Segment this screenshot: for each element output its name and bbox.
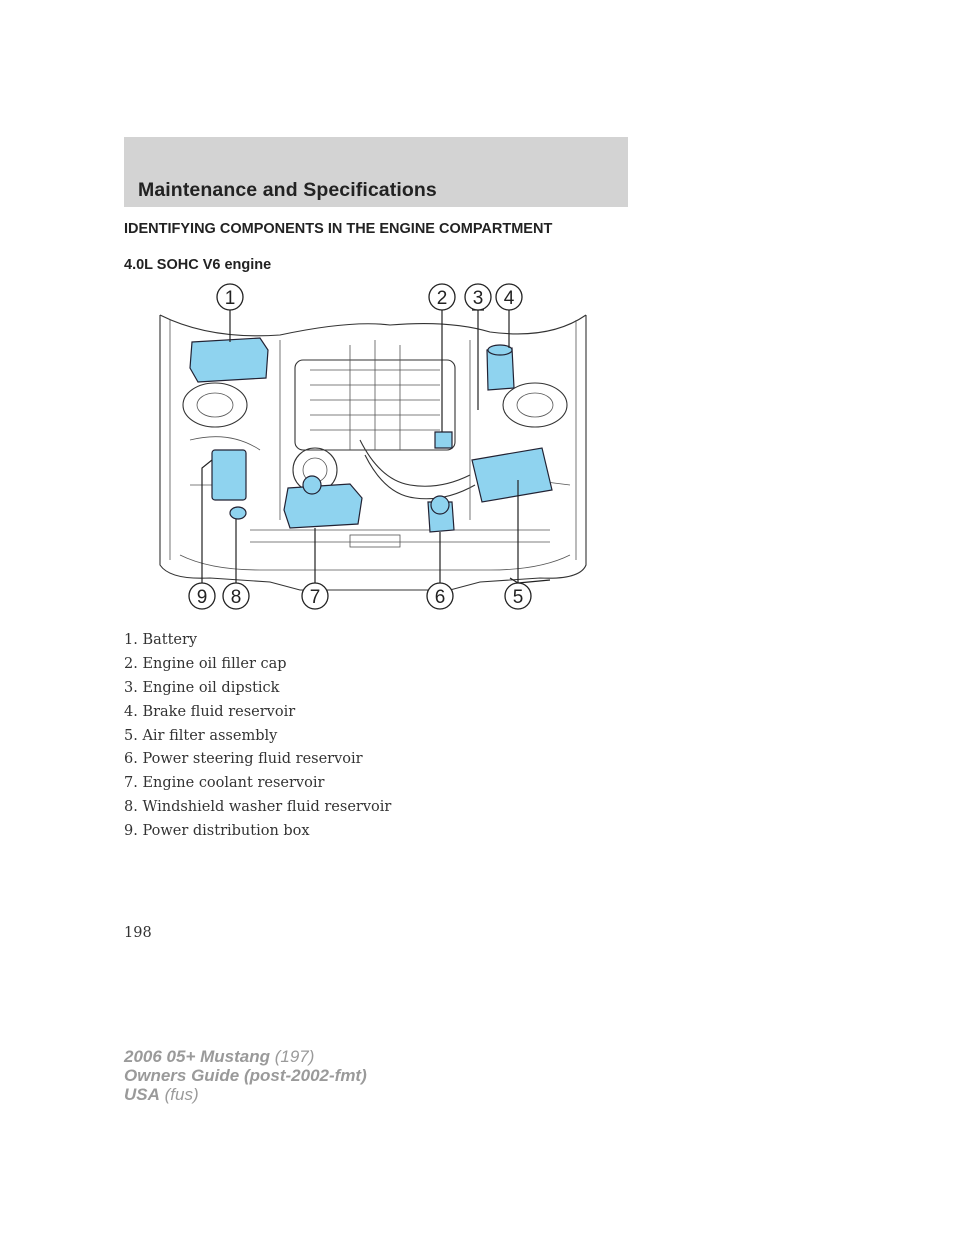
callout-7: [302, 583, 328, 609]
callout-8: [223, 583, 249, 609]
callout-3: [465, 284, 491, 310]
callout-9: [189, 583, 215, 609]
legend-item: 9. Power distribution box: [124, 823, 310, 840]
callout-6: [427, 583, 453, 609]
footer-line-2: [124, 1066, 367, 1085]
section-heading: IDENTIFYING COMPONENTS IN THE ENGINE COMPARTMENT: [124, 221, 553, 237]
legend-item: 4. Brake fluid reservoir: [124, 703, 296, 720]
washer-reservoir-cap-shape: [230, 507, 246, 519]
chapter-title: Maintenance and Specifications: [138, 179, 437, 201]
footer-line-3: [124, 1085, 367, 1104]
engine-compartment-diagram: [150, 280, 600, 615]
footer-line-1: [124, 1047, 367, 1066]
callout-2: [429, 284, 455, 310]
svg-text:9: 9: [196, 587, 208, 608]
callout-4: [496, 284, 522, 310]
footer-model: 2006 05+ Mustang: [124, 1047, 270, 1066]
svg-text:8: 8: [230, 587, 242, 608]
battery-shape: [190, 338, 268, 382]
callout-1: [217, 284, 243, 310]
page-number: 198: [124, 925, 152, 941]
svg-text:3: 3: [472, 288, 484, 309]
svg-text:7: 7: [309, 587, 321, 608]
document-footer: [124, 1047, 367, 1104]
footer-guide: Owners Guide (post-2002-fmt): [124, 1066, 367, 1085]
svg-text:2: 2: [436, 288, 448, 309]
svg-text:1: 1: [224, 288, 236, 309]
air-filter-shape: [472, 448, 552, 502]
oil-filler-cap-shape: [435, 432, 452, 448]
footer-page-ref: (197): [270, 1047, 315, 1066]
legend-item: 7. Engine coolant reservoir: [124, 775, 325, 792]
legend-item: 3. Engine oil dipstick: [124, 679, 280, 696]
footer-market: USA: [124, 1085, 160, 1104]
power-steering-cap-shape: [431, 496, 449, 514]
svg-text:6: 6: [434, 587, 446, 608]
svg-text:5: 5: [512, 587, 524, 608]
footer-market-code: (fus): [159, 1085, 199, 1104]
power-distribution-box-shape: [212, 450, 246, 500]
section-header-band: [124, 137, 628, 207]
callout-5: [505, 583, 531, 609]
coolant-reservoir-shape: [284, 484, 362, 528]
subsection-heading: 4.0L SOHC V6 engine: [124, 257, 272, 273]
component-legend: [124, 630, 391, 845]
legend-item: 5. Air filter assembly: [124, 727, 278, 744]
legend-item: 2. Engine oil filler cap: [124, 655, 287, 672]
legend-item: 1. Battery: [124, 632, 198, 648]
legend-item: 8. Windshield washer fluid reservoir: [124, 799, 392, 816]
svg-text:4: 4: [503, 288, 515, 309]
legend-item: 6. Power steering fluid reservoir: [124, 751, 363, 768]
coolant-cap-shape: [303, 476, 321, 494]
